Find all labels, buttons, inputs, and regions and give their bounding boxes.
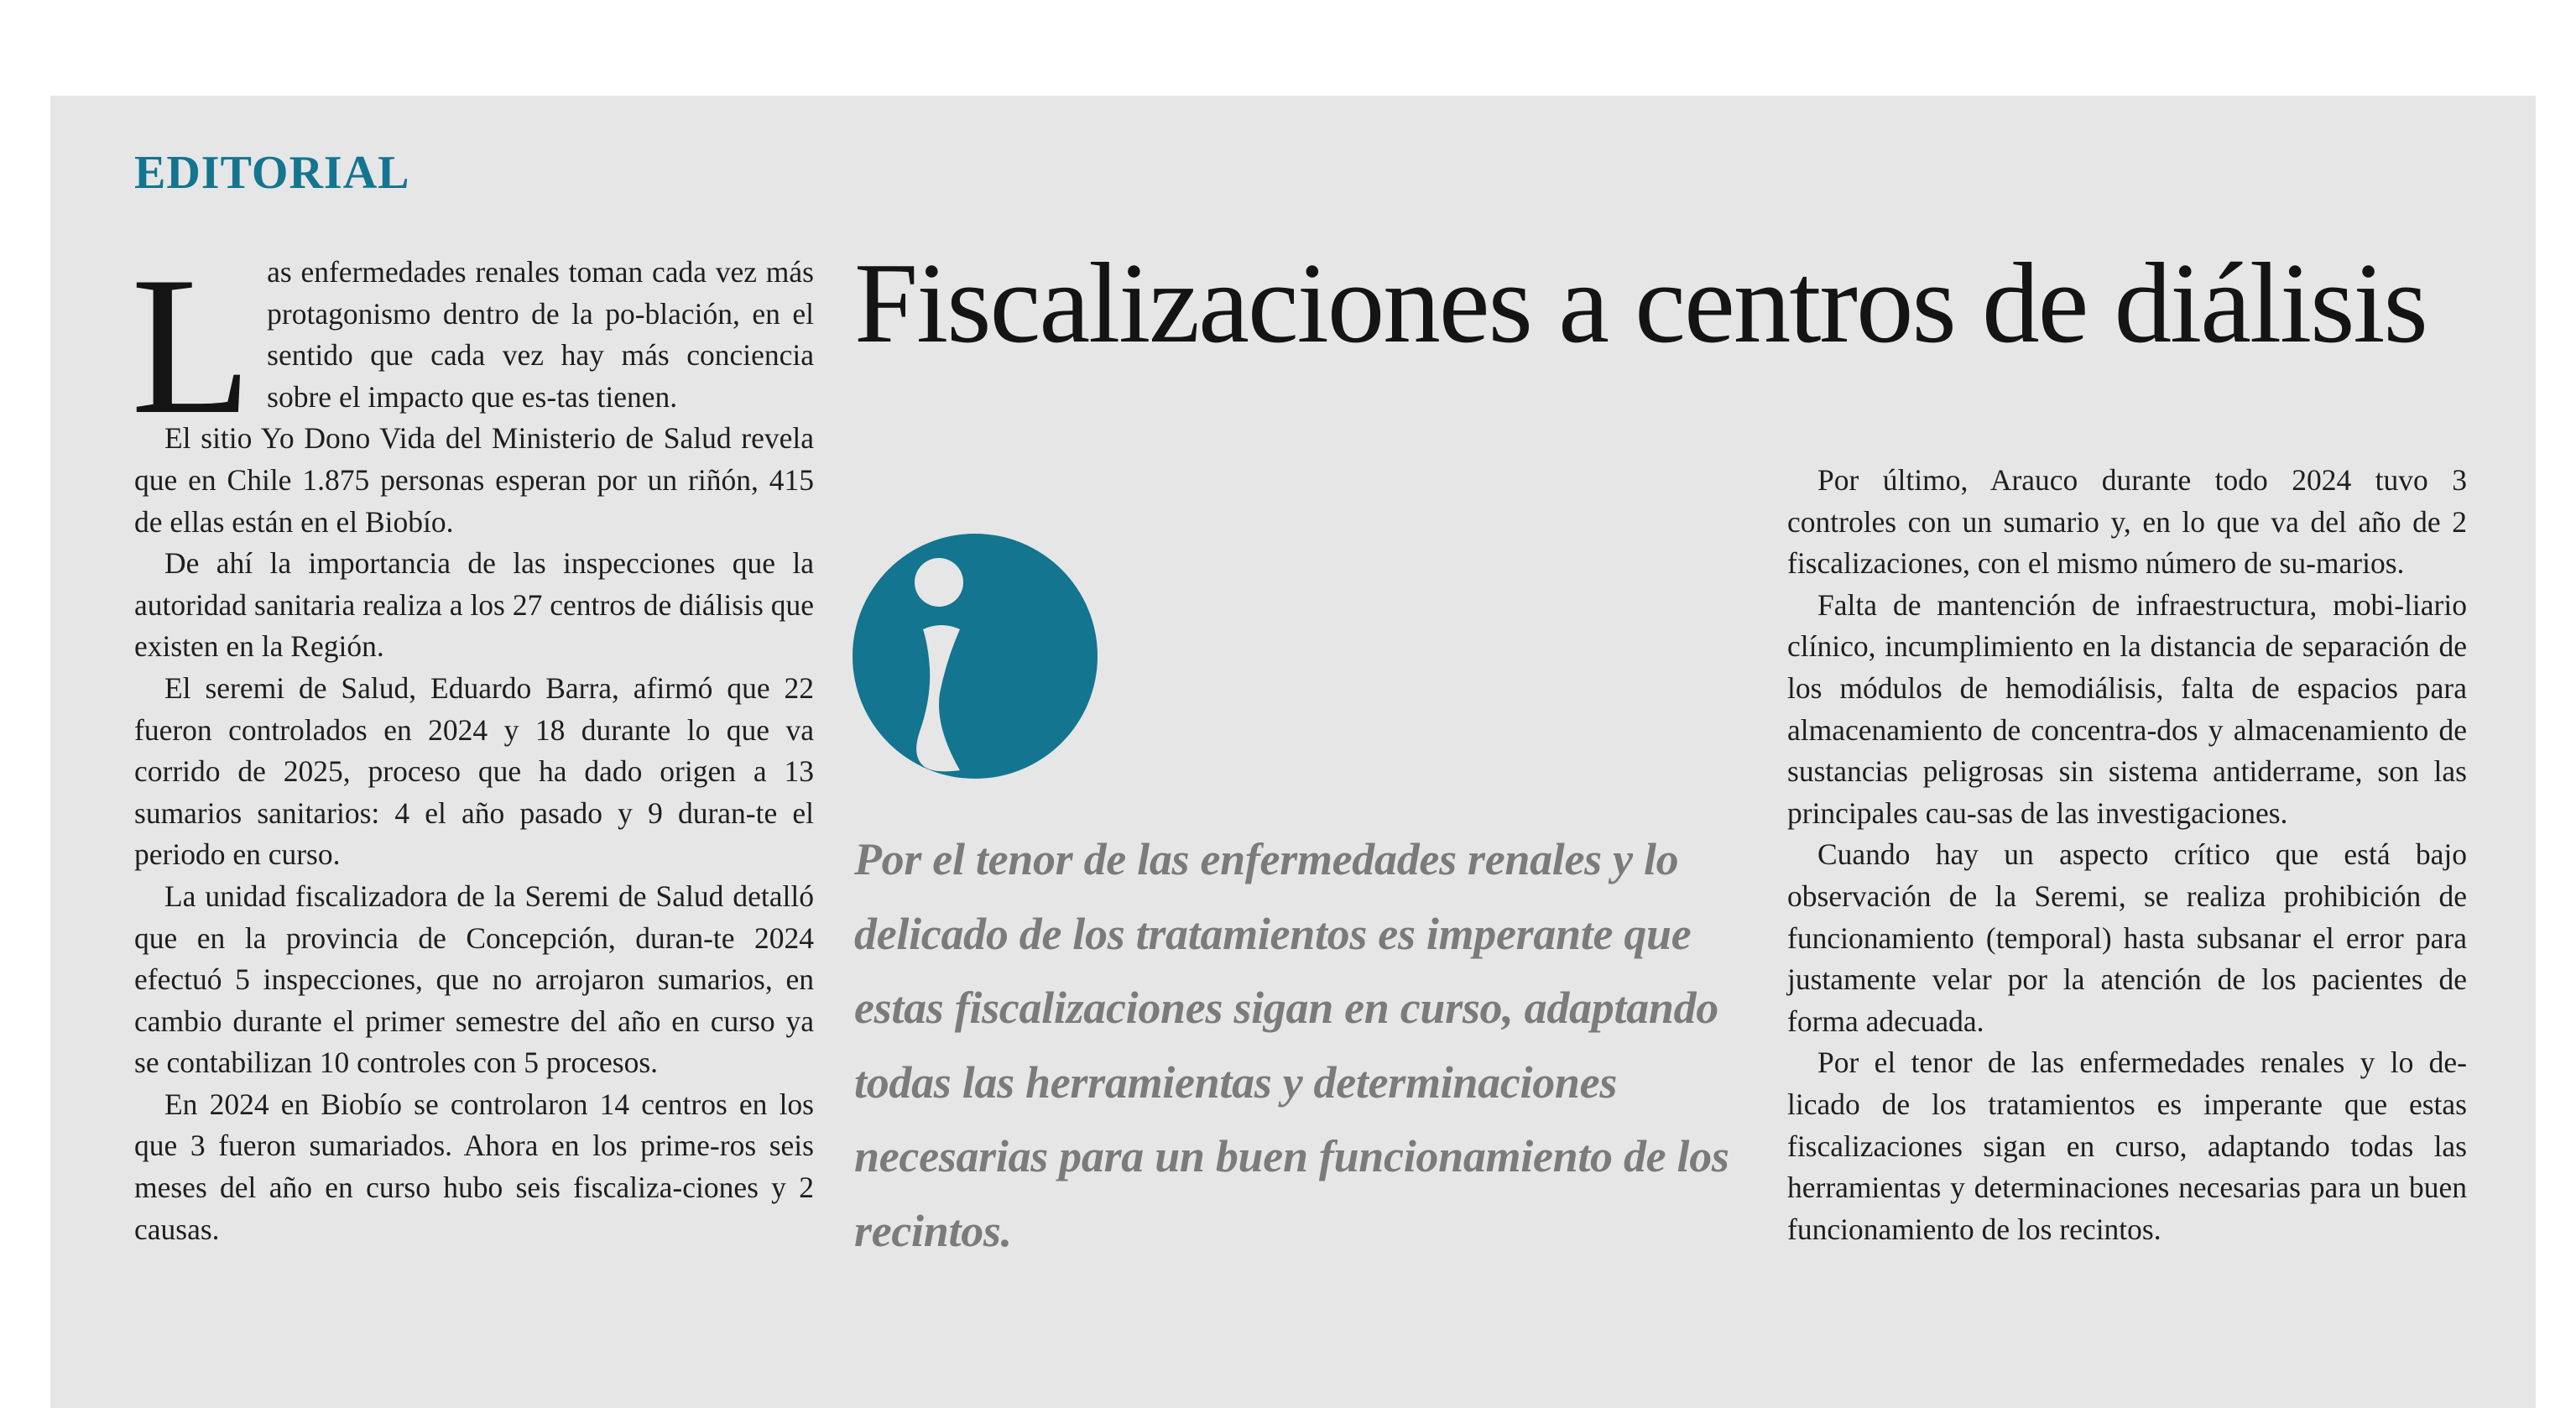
right-column bbox=[1787, 460, 2467, 1250]
article-paragraph: Las enfermedades renales toman cada vez más protagonismo dentro de la po-blación, en el sentido que cada vez hay más conciencia sobre el impacto que es-tas tienen. bbox=[131, 237, 814, 456]
article-paragraph: La unidad fiscalizadora de la Seremi de Salud detalló que en la provincia de Concepción, duran-te 2024 efectuó 5 inspecciones, que no arrojaron sumarios, en cambio durante el primer semestre del año en curso ya se contabilizan 10 controles con 5 procesos. bbox=[134, 879, 814, 1080]
article-paragraph: De ahí la importancia de las inspecciones que la autoridad sanitaria realiza a los 27 centros de diálisis que existen en la Región. bbox=[134, 546, 814, 664]
article-paragraph: Falta de mantención de infraestructura, mobi-liario clínico, incumplimiento en la distancia de separación de los módulos de hemodiálisis, falta de espacios para almacenamiento de concentra-dos y almacenamiento de sustancias peligrosas sin sistema antiderrame, son las principales cau-sas de las investigaciones. bbox=[1787, 587, 2467, 830]
info-icon bbox=[853, 534, 1098, 779]
article-paragraph: Cuando hay un aspecto crítico que está bajo observación de la Seremi, se realiza prohibición de funcionamiento (temporal) hasta subsanar el error para justamente velar por la atención de los pacientes de forma adecuada. bbox=[1787, 837, 2467, 1038]
pull-quote: Por el tenor de las enfermedades renales y lo delicado de los tratamientos es imperante que estas fiscalizaciones sigan en curso, adaptando todas las herramientas y determinaciones necesarias para un buen funcionamiento de los recintos. bbox=[854, 834, 1729, 1256]
article-paragraph: El seremi de Salud, Eduardo Barra, afirmó que 22 fueron controlados en 2024 y 18 durante lo que va corrido de 2025, proceso que ha dado origen a 13 sumarios sanitarios: 4 el año pasado y 9 duran-te el periodo en curso. bbox=[134, 670, 814, 872]
section-label: EDITORIAL bbox=[134, 147, 410, 199]
article-paragraph: En 2024 en Biobío se controlaron 14 centros en los que 3 fueron sumariados. Ahora en los prime-ros seis meses del año en curso hubo seis fiscaliza-ciones y 2 causas. bbox=[134, 1087, 814, 1246]
drop-cap: L bbox=[131, 237, 253, 456]
left-column bbox=[131, 237, 814, 1250]
article-paragraph: El sitio Yo Dono Vida del Ministerio de Salud revela que en Chile 1.875 personas esperan por un riñón, 415 de ellas están en el Biobío. bbox=[134, 421, 814, 539]
headline: Fiscalizaciones a centros de diálisis bbox=[854, 239, 2427, 367]
article-paragraph: Por último, Arauco durante todo 2024 tuvo 3 controles con un sumario y, en lo que va del año de 2 fiscalizaciones, con el mismo número de su-marios. bbox=[1787, 463, 2467, 581]
article-paragraph: Por el tenor de las enfermedades renales y lo de-licado de los tratamientos es imperante que estas fiscalizaciones sigan en curso, adaptando todas las herramientas y determinaciones necesarias para un buen funcionamiento de los recintos. bbox=[1787, 1046, 2467, 1246]
